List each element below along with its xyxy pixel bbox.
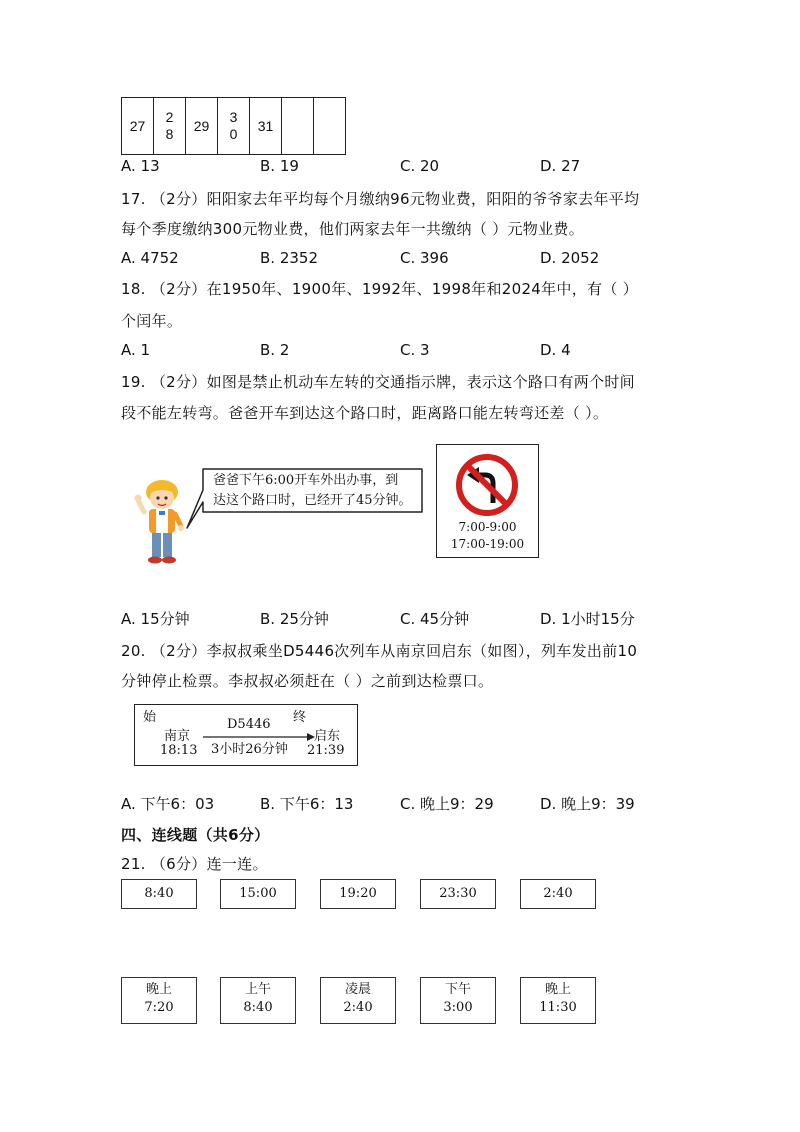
- q18-text-line1: 18. （2分）在1950年、1900年、1992年、1998年和2024年中，有（ ）: [121, 280, 639, 298]
- end-label: 终: [293, 710, 307, 725]
- match-bottom-time: 8:40: [243, 1000, 273, 1015]
- q19-text-line1: 19. （2分）如图是禁止机动车左转的交通指示牌，表示这个路口有两个时间: [121, 373, 635, 391]
- train-schedule-box: [134, 704, 358, 766]
- q20-text-line1: 20. （2分）李叔叔乘坐D5446次列车从南京回启东（如图），列车发出前10: [121, 642, 638, 660]
- match-bottom-period: 晚上: [544, 982, 571, 997]
- match-bottom-time: 2:40: [343, 1000, 373, 1015]
- speech-bubble-line2: 达这个路口时，已经开了45分钟。: [213, 493, 412, 508]
- q19-option-d[interactable]: D. 1小时15分: [540, 610, 635, 628]
- match-bottom-box-3[interactable]: [320, 977, 396, 1024]
- sign-times: [437, 519, 538, 553]
- q17-option-d[interactable]: D. 2052: [540, 249, 600, 267]
- match-bottom-time: 11:30: [539, 1000, 577, 1015]
- to-station: 启东: [314, 729, 341, 744]
- q18-option-a[interactable]: A. 1: [121, 341, 151, 359]
- depart-time: 18:13: [160, 743, 198, 758]
- calendar-cell: 27: [122, 98, 154, 155]
- from-station: 南京: [164, 729, 191, 744]
- match-top-box-1[interactable]: 8:40: [121, 879, 197, 909]
- calendar-cell: 2 8: [154, 98, 186, 155]
- speech-bubble-line1: 爸爸下午6:00开车外出办事，到: [213, 473, 399, 488]
- q19-text-line2: 段不能左转弯。爸爸开车到达这个路口时，距离路口能左转弯还差（ ）。: [121, 404, 609, 422]
- match-bottom-box-4[interactable]: [420, 977, 496, 1024]
- q16-option-d[interactable]: D. 27: [540, 157, 581, 175]
- q20-text-line2: 分钟停止检票。李叔叔必须赶在（ ）之前到达检票口。: [121, 672, 494, 690]
- calendar-cell: 31: [250, 98, 282, 155]
- calendar-cell: [314, 98, 346, 155]
- no-left-turn-sign: [436, 444, 539, 558]
- q17-option-b[interactable]: B. 2352: [260, 249, 319, 267]
- q17-text-line1: 17. （2分）阳阳家去年平均每个月缴纳96元物业费，阳阳的爷爷家去年平均: [121, 190, 640, 208]
- sign-time-2: 17:00-19:00: [450, 537, 525, 551]
- q20-option-a[interactable]: A. 下午6：03: [121, 795, 215, 813]
- q18-option-b[interactable]: B. 2: [260, 341, 290, 359]
- calendar-cell: [282, 98, 314, 155]
- match-bottom-box-2[interactable]: [220, 977, 296, 1024]
- sign-time-1: 7:00-9:00: [458, 520, 517, 534]
- q20-option-c[interactable]: C. 晚上9：29: [400, 795, 494, 813]
- q19-option-c[interactable]: C. 45分钟: [400, 610, 470, 628]
- start-label: 始: [143, 710, 157, 725]
- match-bottom-box-1[interactable]: [121, 977, 197, 1024]
- q18-option-d[interactable]: D. 4: [540, 341, 571, 359]
- section-4-title: 四、连线题（共6分）: [121, 826, 270, 844]
- travel-duration: 3小时26分钟: [211, 742, 288, 757]
- q21-text-line1: 21. （6分）连一连。: [121, 855, 268, 873]
- match-bottom-period: 上午: [244, 982, 271, 997]
- match-bottom-period: 凌晨: [344, 982, 371, 997]
- q18-text-line2: 个闰年。: [121, 312, 183, 330]
- train-number: D5446: [227, 717, 271, 732]
- speech-bubble-text: [213, 471, 412, 511]
- match-bottom-period: 晚上: [145, 982, 172, 997]
- match-bottom-time: 7:20: [144, 1000, 174, 1015]
- q20-option-d[interactable]: D. 晚上9：39: [540, 795, 635, 813]
- q17-text-line2: 每个季度缴纳300元物业费，他们两家去年一共缴纳（ ）元物业费。: [121, 220, 585, 238]
- q19-option-b[interactable]: B. 25分钟: [260, 610, 329, 628]
- q20-option-b[interactable]: B. 下午6：13: [260, 795, 354, 813]
- q17-option-a[interactable]: A. 4752: [121, 249, 179, 267]
- calendar-row-table: [121, 97, 346, 155]
- match-bottom-time: 3:00: [443, 1000, 473, 1015]
- match-bottom-box-5[interactable]: [520, 977, 596, 1024]
- match-top-box-2[interactable]: 15:00: [220, 879, 296, 909]
- q16-option-b[interactable]: B. 19: [260, 157, 299, 175]
- arrive-time: 21:39: [307, 743, 345, 758]
- q17-option-c[interactable]: C. 396: [400, 249, 449, 267]
- q16-option-c[interactable]: C. 20: [400, 157, 440, 175]
- match-top-box-5[interactable]: 2:40: [520, 879, 596, 909]
- calendar-cell: 3 0: [218, 98, 250, 155]
- match-top-box-3[interactable]: 19:20: [320, 879, 396, 909]
- q18-option-c[interactable]: C. 3: [400, 341, 430, 359]
- calendar-cell: 29: [186, 98, 218, 155]
- match-bottom-period: 下午: [444, 982, 471, 997]
- q19-option-a[interactable]: A. 15分钟: [121, 610, 190, 628]
- match-top-box-4[interactable]: 23:30: [420, 879, 496, 909]
- q16-option-a[interactable]: A. 13: [121, 157, 160, 175]
- no-left-turn-icon: [455, 453, 519, 517]
- boy-illustration: [132, 478, 188, 570]
